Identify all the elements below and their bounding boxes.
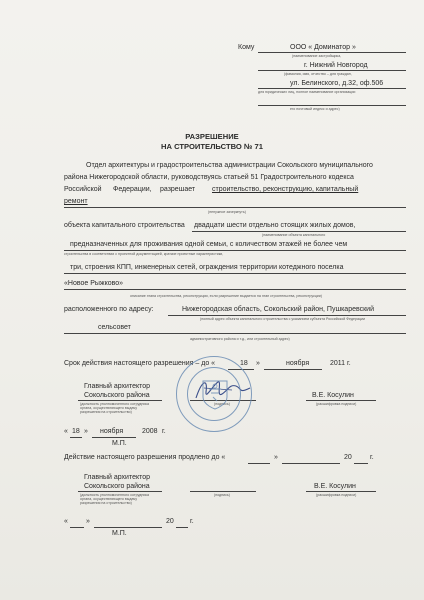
sig1-name-hint: (расшифровка подписи) bbox=[316, 402, 357, 406]
body-line-3c: разрешает bbox=[160, 186, 196, 193]
validity-month-line bbox=[264, 369, 322, 370]
to-label: Кому bbox=[238, 44, 255, 51]
city-hint: (фамилия, имя, отчество – для граждан, bbox=[284, 72, 352, 76]
object-line-1 bbox=[192, 231, 406, 232]
sig2-month-line bbox=[94, 527, 162, 528]
extension-month-line bbox=[282, 463, 340, 464]
sig2-name-hint: (расшифровка подписи) bbox=[316, 493, 357, 497]
location-line-2 bbox=[64, 333, 406, 334]
work-type: строительство, реконструкцию, капитальный bbox=[212, 186, 359, 193]
sig2-seal: М.П. bbox=[112, 530, 127, 537]
sig1-hint-2: органа, осуществляющего выдачу bbox=[80, 406, 138, 410]
object-value-4: «Новое Рыжково» bbox=[64, 280, 124, 287]
sig2-date-close: » bbox=[86, 518, 90, 525]
body-line-3b: Федерации, bbox=[113, 186, 152, 193]
developer-hint: (наименование застройщика, bbox=[292, 54, 342, 58]
extension-day-line bbox=[248, 463, 270, 464]
sig2-sign-hint: (подпись) bbox=[214, 493, 230, 497]
body-line-3a: Российской bbox=[64, 186, 102, 193]
sig2-hint-1: (должность уполномоченного сотрудника bbox=[80, 493, 149, 497]
sig1-title-1: Главный архитектор bbox=[84, 383, 151, 390]
sig1-name-line bbox=[306, 400, 376, 401]
sig2-name: В.Е. Косулин bbox=[314, 483, 356, 490]
object-value-2: предназначенных для проживания одной семьи, с количеством этажей не более чем bbox=[70, 241, 348, 248]
extension-suffix: г. bbox=[370, 454, 374, 461]
object-hint: (наименование объекта капитального bbox=[262, 233, 326, 237]
object-label: объекта капитального строительства bbox=[64, 222, 185, 229]
sig1-date-suffix: г. bbox=[162, 428, 166, 435]
sig2-date-suffix: г. bbox=[190, 518, 194, 525]
extension-quote-close: » bbox=[274, 454, 278, 461]
sig2-title-1: Главный архитектор bbox=[84, 474, 151, 481]
sig2-name-line bbox=[306, 491, 376, 492]
validity-quote-close: » bbox=[256, 360, 260, 367]
sig1-title-line bbox=[78, 400, 162, 401]
address-value: ул. Белинского, д.32, оф.506 bbox=[290, 80, 384, 87]
sig2-hint-3: разрешения на строительство) bbox=[80, 501, 132, 505]
sig2-date-open: « bbox=[64, 518, 68, 525]
location-label: расположенного по адресу: bbox=[64, 306, 154, 313]
sig1-month-line bbox=[92, 437, 136, 438]
extension-label: Действие настоящего разрешения продлено до « bbox=[64, 454, 226, 461]
work-line bbox=[64, 207, 406, 208]
validity-day: 18 bbox=[240, 360, 248, 367]
validity-month: ноября bbox=[286, 360, 310, 367]
sig1-date-close: » bbox=[84, 428, 88, 435]
body-line-2: района Нижегородской области, руководствуясь статьей 51 Градостроительного кодекса bbox=[64, 174, 354, 181]
validity-label: Срок действия настоящего разрешения – до « bbox=[64, 360, 216, 367]
stage-hint: описание этапа строительства, реконструкции, если разрешение выдается на этап строительства, реконструкции) bbox=[130, 294, 322, 298]
sig2-day-line bbox=[70, 527, 84, 528]
object-line-4 bbox=[64, 289, 406, 290]
developer-line bbox=[258, 52, 406, 53]
sig2-title-2: Сокольского района bbox=[84, 483, 150, 490]
location-value-2: сельсовет bbox=[98, 324, 131, 331]
city-value: г. Нижний Новгород bbox=[304, 62, 368, 69]
sig2-hint-2: органа, осуществляющего выдачу bbox=[80, 497, 138, 501]
object-hint-2: строительства в соответствии с проектной документацией, краткие проектные характеристики, bbox=[64, 252, 224, 256]
sig1-date-day: 18 bbox=[72, 428, 80, 435]
sig1-title-2: Сокольского района bbox=[84, 392, 150, 399]
object-value-3: три, строения КПП, инженерных сетей, ограждения территории котеджного поселка bbox=[70, 264, 344, 271]
sig1-date-open: « bbox=[64, 428, 68, 435]
location-hint-2: административного района и т.д., или строительный адрес) bbox=[190, 337, 290, 341]
coat-of-arms-icon bbox=[201, 379, 229, 411]
sig1-day-line bbox=[70, 437, 82, 438]
sig1-name: В.Е. Косулин bbox=[312, 392, 354, 399]
sig1-date-month: ноября bbox=[100, 428, 124, 435]
developer-name: ООО « Доминатор » bbox=[290, 44, 356, 51]
object-line-2 bbox=[64, 250, 406, 251]
location-value-1: Нижегородская область, Сокольский район, Пушкаревский bbox=[182, 306, 375, 313]
extension-year-line bbox=[354, 463, 368, 464]
sig1-hint-1: (должность уполномоченного сотрудника bbox=[80, 402, 149, 406]
address-hint: для юридических лиц, полное наименование организации bbox=[258, 90, 356, 94]
sig2-year-line bbox=[176, 527, 188, 528]
location-line-1 bbox=[168, 315, 406, 316]
sig2-date-year: 20 bbox=[166, 518, 174, 525]
document-title: РАЗРЕШЕНИЕ bbox=[185, 132, 239, 141]
postal-hint: его почтовый индекс и адрес) bbox=[290, 107, 340, 111]
sig1-seal: М.П. bbox=[112, 440, 127, 447]
validity-year: 2011 г. bbox=[330, 360, 351, 367]
work-hint: (ненужное зачеркнуть) bbox=[208, 210, 246, 214]
city-line bbox=[258, 70, 406, 71]
object-line-3 bbox=[64, 273, 406, 274]
object-value-1: двадцати шести отдельно стоящих жилых домов, bbox=[194, 222, 356, 229]
sig1-hint-3: разрешения на строительство) bbox=[80, 410, 132, 414]
postal-line bbox=[258, 105, 406, 106]
sig2-title-line bbox=[78, 491, 162, 492]
sig1-date-year: 2008 bbox=[142, 428, 158, 435]
document-subtitle: НА СТРОИТЕЛЬСТВО № 71 bbox=[161, 142, 263, 151]
location-hint: (полный адрес объекта капитального строительства с указанием субъекта Российской Федерации bbox=[200, 317, 366, 321]
body-line-1: Отдел архитектуры и градостроительства администрации Сокольского муниципального bbox=[86, 162, 373, 169]
official-stamp bbox=[176, 356, 252, 432]
work-type-cont: ремонт bbox=[64, 198, 88, 205]
extension-year: 20 bbox=[344, 454, 352, 461]
sig1-sign-hint: (подпись) bbox=[214, 402, 230, 406]
sig2-sign-line bbox=[190, 491, 256, 492]
address-line bbox=[258, 88, 406, 89]
